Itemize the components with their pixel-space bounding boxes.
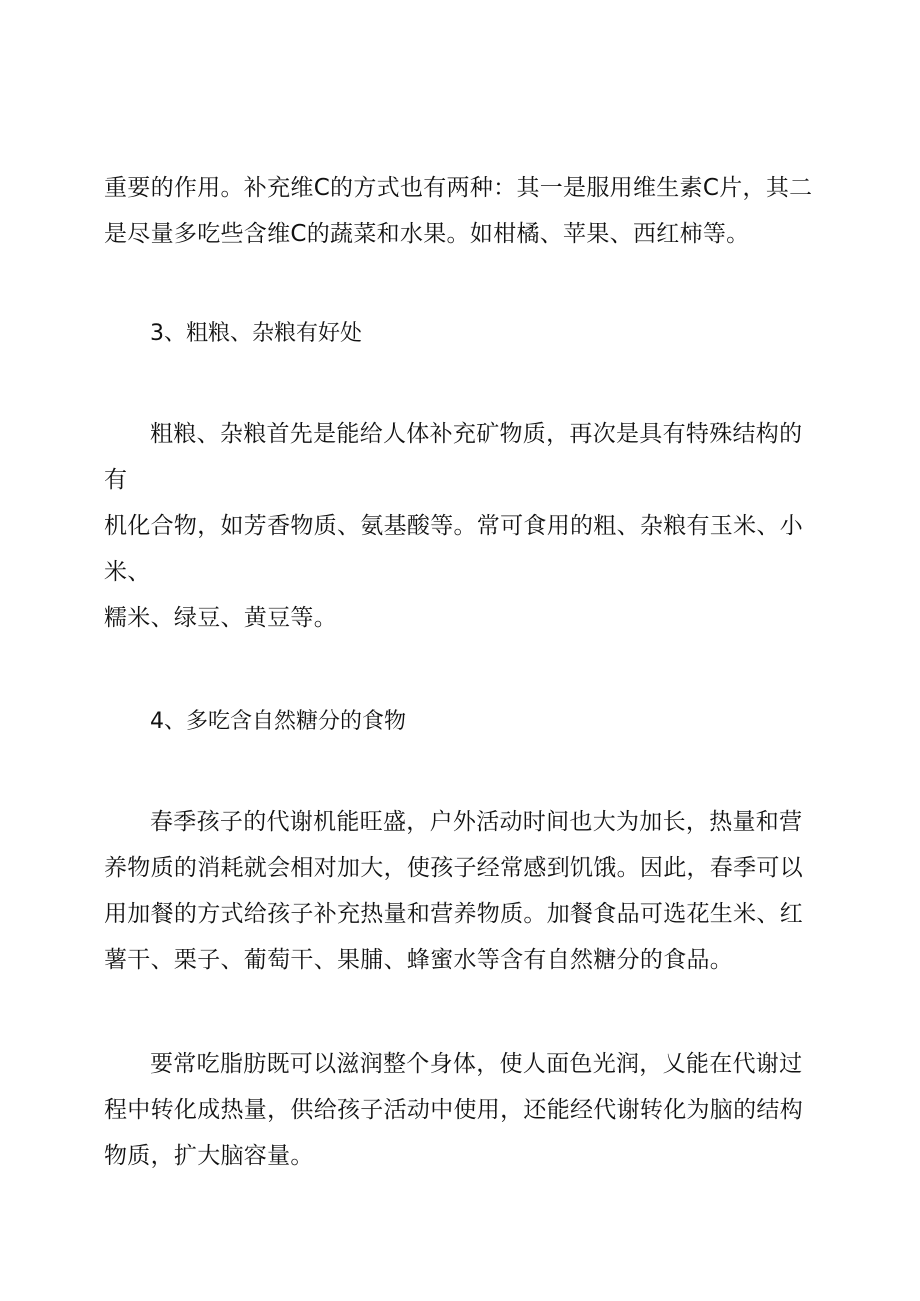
paragraph-line: 程中转化成热量，供给孩子活动中使用，还能经代谢转化为脑的结构 <box>104 1097 803 1123</box>
paragraph-line: 物质，扩大脑容量。 <box>104 1143 314 1169</box>
section-heading-3: 3、粗粮、杂粮有好处 <box>150 321 362 346</box>
paragraph-fat <box>104 1041 824 1179</box>
paragraph-line: 机化合物，如芳香物质、氨基酸等。常可食用的粗、杂粮有玉米、小米、 <box>104 513 803 585</box>
paragraph-line: 糯米、绿豆、黄豆等。 <box>104 605 337 631</box>
paragraph-line: 用加餐的方式给孩子补充热量和营养物质。加餐食品可选花生米、红 <box>104 901 803 927</box>
paragraph-line: 薯干、栗子、葡萄干、果脯、蜂蜜水等含有自然糖分的食品。 <box>104 947 734 973</box>
paragraph-coarse-grains <box>104 411 824 641</box>
paragraph-line: 重要的作用。补充维C的方式也有两种：其一是服用维生素C片，其二 <box>104 175 813 201</box>
paragraph-line: 粗粮、杂粮首先是能给人体补充矿物质，再次是具有特殊结构的有 <box>104 421 803 493</box>
paragraph-vitamin-c <box>104 165 824 257</box>
paragraph-line: 养物质的消耗就会相对加大，使孩子经常感到饥饿。因此，春季可以 <box>104 855 803 881</box>
paragraph-natural-sugar <box>104 799 824 983</box>
section-heading-4: 4、多吃含自然糖分的食物 <box>150 709 406 734</box>
document-content <box>104 165 824 1179</box>
paragraph-line: 要常吃脂肪既可以滋润整个身体，使人面色光润，乂能在代谢过 <box>150 1051 803 1077</box>
paragraph-line: 是尽量多吃些含维C的蔬菜和水果。如柑橘、苹果、西红柿等。 <box>104 221 750 247</box>
paragraph-line: 春季孩子的代谢机能旺盛，户外活动时间也大为加长，热量和营 <box>150 809 803 835</box>
